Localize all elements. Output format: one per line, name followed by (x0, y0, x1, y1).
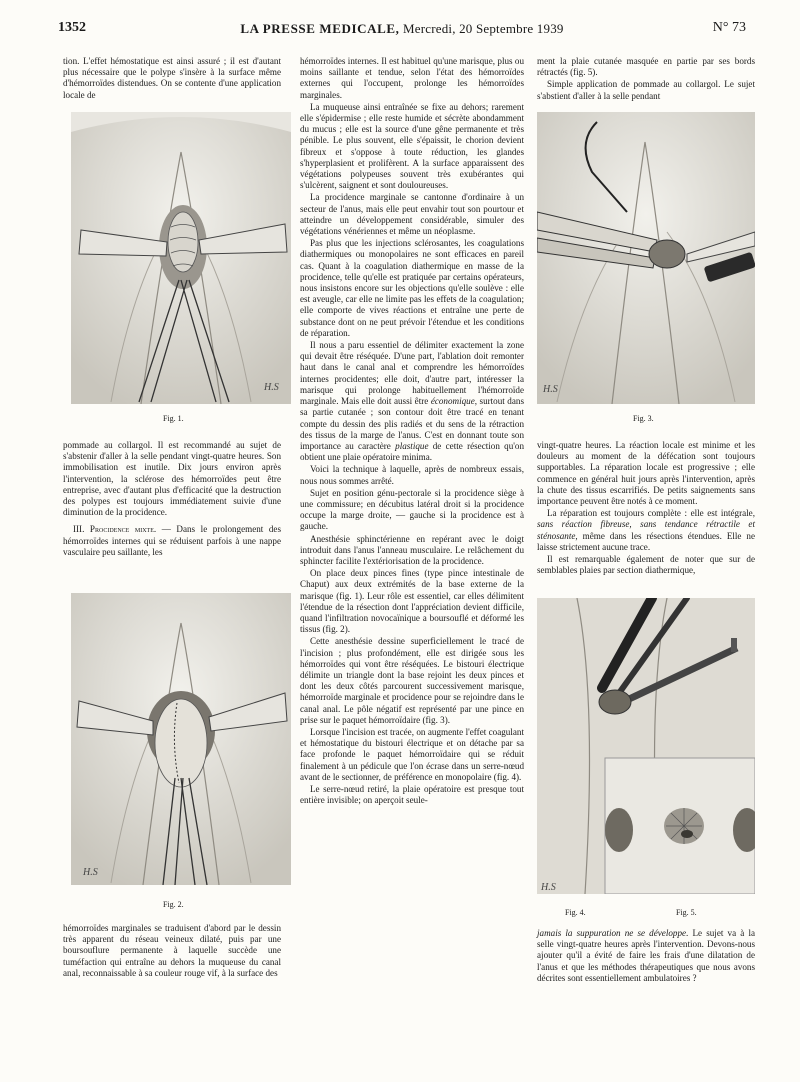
column-1-top (63, 56, 281, 102)
paragraph: Cette anesthésie dessine superficiellement le tracé de l'incision ; plus profondément, elle est dirigée sous les hémorroïdes qui vont être réséquées. Le bistouri électrique délimite un triangle dont la base rejoint les deux pinces et dont les deux côtés parcourent successivement marisque, hémorroïde marginale et procidence pour se rejoindre dans le canal anal. Le pôle négatif est représenté par une pince en prise sur le paquet hémorroïdaire (fig. 3). (300, 636, 524, 725)
paragraph: III. Procidence mixte. — Dans le prolongement des hémorroïdes internes qui se réduisent parfois à une nappe vasculaire peu saillante, les (63, 524, 281, 557)
figure-5-caption: Fig. 5. (676, 908, 697, 917)
figure-4-5-illustration (537, 598, 755, 894)
paragraph: hémorroïdes internes. Il est habituel qu'une marisque, plus ou moins saillante et tendue, selon l'état des hémorroïdes externes qui l'occupent, prolonge les hémorroïdes marginales. (300, 56, 524, 100)
issue-number: N° 73 (712, 20, 746, 35)
issue-date: Mercredi, 20 Septembre 1939 (402, 21, 564, 36)
paragraph: vingt-quatre heures. La réaction locale est minime et les douleurs au moment de la défécation sont toujours supportables. La réparation locale est progressive ; elle commence en général huit jours après l'intervention, après la chute des tissus escarrifiés. De petits saignements sans importance peuvent être notés à ce moment. (537, 440, 755, 507)
figure-1-illustration (71, 112, 291, 404)
figure-3-illustration (537, 112, 755, 404)
figure-2-illustration (71, 593, 291, 885)
paragraph: jamais la suppuration ne se développe. Le sujet va à la selle vingt-quatre heures après l'intervention. Devons-nous ajouter qu'il a évité de faire les frais d'une dilatation de l'anus et que les méthodes thérapeutiques que nous avons décrites sont essentiellement ambulatoires ? (537, 928, 756, 983)
figure-1-caption: Fig. 1. (163, 414, 184, 423)
column-3-bottom (537, 928, 755, 985)
paragraph: Anesthésie sphinctérienne en repérant avec le doigt introduit dans l'anus l'anneau musculaire. Le relâchement du sphincter facilite l'extériorisation de la procidence. (300, 533, 524, 566)
column-1-bottom (63, 923, 281, 980)
page-number: 1352 (58, 20, 86, 35)
paragraph: Le serre-nœud retiré, la plaie opératoire est presque tout entière invisible; on aperçoit seule- (300, 784, 524, 806)
paragraph: hémorroïdes marginales se traduisent d'abord par le dessin très apparent du réseau veineux dilaté, puis par une boursouflure permanente à laquelle succède une tuméfaction qui entraîne au dehors la muqueuse du canal anal, reconnaissable à sa couleur rouge vif, à la surface des (63, 923, 281, 978)
paragraph: Lorsque l'incision est tracée, on augmente l'effet coagulant et hémostatique du bistouri électrique et on détache par sa face profonde le paquet hémorroïdaire qui se réduit finalement à un pédicule que l'on écrase dans un serre-nœud avant de le sectionner, de préférence en monopolaire (fig. 4). (300, 726, 524, 782)
journal-name: LA PRESSE MEDICALE, (240, 21, 400, 36)
paragraph: On place deux pinces fines (type pince intestinale de Chaput) aux deux extrémités de la base externe de la marisque (fig. 1). Leur rôle est essentiel, car elles délimitent l'étendue de la résection dont l'appréciation devient difficile, quand l'infiltration novocaïnique a boursouflé et déformé les tissus (fig. 2). (300, 568, 524, 635)
artist-signature: H.S (264, 382, 279, 393)
column-3-top (537, 56, 755, 103)
column-3-middle (537, 440, 755, 577)
paragraph: Voici la technique à laquelle, après de nombreux essais, nous nous sommes arrêté. (300, 464, 524, 486)
figure-2-caption: Fig. 2. (163, 900, 184, 909)
figure-3-caption: Fig. 3. (633, 414, 654, 423)
column-1-middle (63, 440, 281, 559)
paragraph: Simple application de pommade au collargol. Le sujet s'abstient d'aller à la selle pendant (537, 79, 755, 101)
artist-signature: H.S (541, 882, 556, 893)
page-header (58, 20, 746, 40)
section-heading: III. Procidence mixte. (73, 524, 157, 535)
column-2 (300, 56, 524, 807)
paragraph: La réparation est toujours complète : elle est intégrale, sans réaction fibreuse, sans tendance rétractile et sténosante, même dans les résections étendues. Elle ne laisse strictement aucune trace. (537, 508, 755, 552)
paragraph: Sujet en position génu-pectorale si la procidence siège à une commissure; en décubitus latéral droit si la procidence occupe la marge droite, — gauche si la procidence est à gauche. (300, 487, 524, 532)
paragraph: La muqueuse ainsi entraînée se fixe au dehors; rarement elle s'épidermise ; elle reste humide et sécrète abondamment du mucus ; elle est la source d'une gêne permanente et très pénible. Le plus souvent, elle s'épaissit, le chorion devient fibreux et s'oppose à toute réduction, les glandes s'hyperplasient et prolifèrent. A la surface apparaissent des végétations polypeuses souvent très exubérantes qui s'ulcèrent, saignent et sont douloureuses. (300, 101, 524, 191)
paragraph: Pas plus que les injections sclérosantes, les coagulations diathermiques ou monopolaires ne sont efficaces en pareil cas. Quant à la coagulation diathermique en masse de la procidence, telle qu'elle est pratiquée par certains opérateurs, nous insistons encore sur les objections qu'elle soulève : elle est aveugle, car elle ne limite pas les effets de la coagulation; elle comporte de vives réactions et entraîne une perte de substance dont on ne peut prévoir l'étendue et les conditions de réparation. (300, 238, 524, 338)
paragraph: tion. L'effet hémostatique est ainsi assuré ; il est d'autant plus nécessaire que le polype s'insère à la surface même d'hémorroïdes distendues. On se contente d'une application locale de (63, 56, 281, 100)
paragraph: pommade au collargol. Il est recommandé au sujet de s'abstenir d'aller à la selle pendant vingt-quatre heures. Son immobilisation est inutile. Dix jours environ après l'intervention, la sclérose des hémorroïdes peut être entreprise, avec d'autant plus d'efficacité que la destruction des polypes est toujours immédiatement suivie d'une diminution de la procidence. (63, 440, 281, 518)
paragraph: Il nous a paru essentiel de délimiter exactement la zone qui devait être réséquée. D'une part, l'ablation doit remonter haut dans le canal anal et comprendre les hémorroïdes internes procidentes; elle doit, d'autre part, intéresser la marisque qui prolonge habituellement l'hémorroïde marginale. Mais elle doit aussi être économique, surtout dans sa partie cutanée ; son contour doit être tracé en tenant compte du dessin des plis radiés et du sens de la rétraction des tissus de la marge de l'anus. C'est en donnant toute son importance au caractère plastique de cette résection qu'on obtient une plaie opératoire minima. (300, 340, 524, 463)
artist-signature: H.S (543, 384, 558, 395)
paragraph: La procidence marginale se cantonne d'ordinaire à un secteur de l'anus, mais elle peut envahir tout son pourtour et atteindre un développement considérable, simuler des végétations vénériennes et même un néoplasme. (300, 192, 524, 237)
artist-signature: H.S (83, 867, 98, 878)
paragraph: Il est remarquable également de noter que sur de semblables plaies par section diathermique, (537, 554, 755, 576)
figure-4-caption: Fig. 4. (565, 908, 586, 917)
paragraph: ment la plaie cutanée masquée en partie par ses bords rétractés (fig. 5). (537, 56, 755, 78)
running-title (58, 21, 746, 37)
